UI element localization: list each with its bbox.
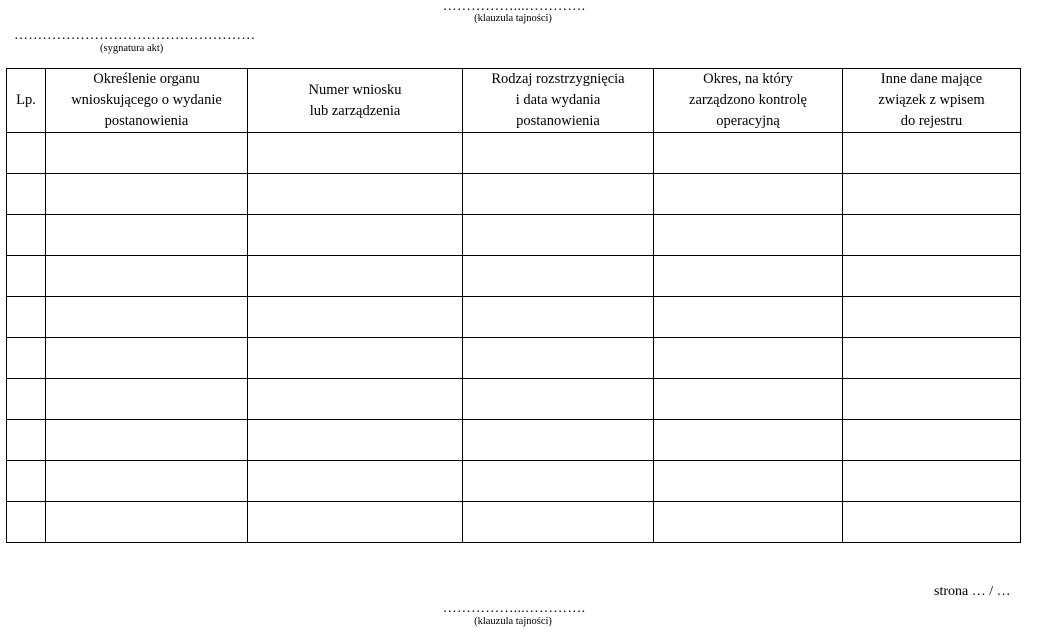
- table-cell[interactable]: [463, 215, 654, 256]
- table-cell[interactable]: [46, 297, 248, 338]
- table-row: [7, 379, 1021, 420]
- table-row: [7, 461, 1021, 502]
- table-cell[interactable]: [248, 461, 463, 502]
- table-cell[interactable]: [46, 133, 248, 174]
- table-cell[interactable]: [843, 420, 1021, 461]
- table-cell[interactable]: [654, 297, 843, 338]
- table-cell[interactable]: [46, 502, 248, 543]
- table-cell[interactable]: [843, 215, 1021, 256]
- table-cell[interactable]: [654, 461, 843, 502]
- table-row: [7, 297, 1021, 338]
- table-cell[interactable]: [248, 502, 463, 543]
- column-header-inne-dane: Inne dane mające związek z wpisem do rejestru: [843, 69, 1021, 133]
- table-body: [7, 133, 1021, 543]
- table-cell[interactable]: [248, 215, 463, 256]
- table-cell[interactable]: [248, 174, 463, 215]
- table-cell[interactable]: [463, 502, 654, 543]
- table-cell[interactable]: [654, 133, 843, 174]
- table-cell[interactable]: [463, 174, 654, 215]
- table-cell[interactable]: [654, 420, 843, 461]
- table-cell[interactable]: [7, 420, 46, 461]
- table-row: [7, 133, 1021, 174]
- column-header-organ: Określenie organu wnioskującego o wydanie postanowienia: [46, 69, 248, 133]
- table-cell[interactable]: [843, 256, 1021, 297]
- table-cell[interactable]: [46, 256, 248, 297]
- table-row: [7, 174, 1021, 215]
- table-cell[interactable]: [463, 256, 654, 297]
- table-cell[interactable]: [46, 461, 248, 502]
- table-cell[interactable]: [7, 297, 46, 338]
- sygnatura-label: (sygnatura akt): [100, 43, 164, 54]
- table-cell[interactable]: [843, 297, 1021, 338]
- table-cell[interactable]: [46, 215, 248, 256]
- table-cell[interactable]: [843, 338, 1021, 379]
- table-cell[interactable]: [843, 461, 1021, 502]
- table-cell[interactable]: [7, 338, 46, 379]
- table-cell[interactable]: [7, 379, 46, 420]
- table-cell[interactable]: [46, 174, 248, 215]
- table-cell[interactable]: [248, 133, 463, 174]
- table-cell[interactable]: [654, 502, 843, 543]
- table-cell[interactable]: [7, 461, 46, 502]
- klauzula-top-dots: ……………...………….: [442, 0, 586, 14]
- klauzula-bottom-dots: ……………...………….: [442, 601, 586, 616]
- klauzula-top-label: (klauzula tajności): [474, 13, 552, 24]
- table-cell[interactable]: [7, 502, 46, 543]
- table-cell[interactable]: [654, 338, 843, 379]
- table-cell[interactable]: [248, 338, 463, 379]
- table-cell[interactable]: [463, 338, 654, 379]
- table-cell[interactable]: [654, 215, 843, 256]
- table-cell[interactable]: [463, 297, 654, 338]
- table-row: [7, 420, 1021, 461]
- table-cell[interactable]: [463, 133, 654, 174]
- table-cell[interactable]: [46, 379, 248, 420]
- sygnatura-dots: ……………………………………………: [14, 28, 256, 43]
- table-header-row: [7, 69, 1021, 133]
- table-cell[interactable]: [7, 256, 46, 297]
- table-cell[interactable]: [654, 174, 843, 215]
- table-cell[interactable]: [7, 174, 46, 215]
- table-cell[interactable]: [7, 133, 46, 174]
- table-cell[interactable]: [843, 379, 1021, 420]
- table-cell[interactable]: [654, 379, 843, 420]
- table-cell[interactable]: [46, 338, 248, 379]
- table-row: [7, 215, 1021, 256]
- register-table: [6, 68, 1021, 543]
- page-number: strona … / …: [934, 584, 1011, 599]
- column-header-okres-kontroli: Okres, na który zarządzono kontrolę operacyjną: [654, 69, 843, 133]
- table-cell[interactable]: [463, 461, 654, 502]
- table-cell[interactable]: [463, 379, 654, 420]
- table-row: [7, 338, 1021, 379]
- table-cell[interactable]: [463, 420, 654, 461]
- klauzula-bottom-label: (klauzula tajności): [474, 616, 552, 627]
- column-header-lp: Lp.: [7, 69, 46, 133]
- table-cell[interactable]: [248, 256, 463, 297]
- table-cell[interactable]: [843, 133, 1021, 174]
- table-cell[interactable]: [654, 256, 843, 297]
- table-cell[interactable]: [46, 420, 248, 461]
- column-header-numer-wniosku: Numer wniosku lub zarządzenia: [248, 69, 463, 133]
- table-row: [7, 256, 1021, 297]
- table-cell[interactable]: [248, 420, 463, 461]
- table-cell[interactable]: [843, 174, 1021, 215]
- table-cell[interactable]: [248, 297, 463, 338]
- table-cell[interactable]: [248, 379, 463, 420]
- column-header-rodzaj-rozstrzygniecia: Rodzaj rozstrzygnięcia i data wydania postanowienia: [463, 69, 654, 133]
- table-row: [7, 502, 1021, 543]
- table-cell[interactable]: [7, 215, 46, 256]
- table-cell[interactable]: [843, 502, 1021, 543]
